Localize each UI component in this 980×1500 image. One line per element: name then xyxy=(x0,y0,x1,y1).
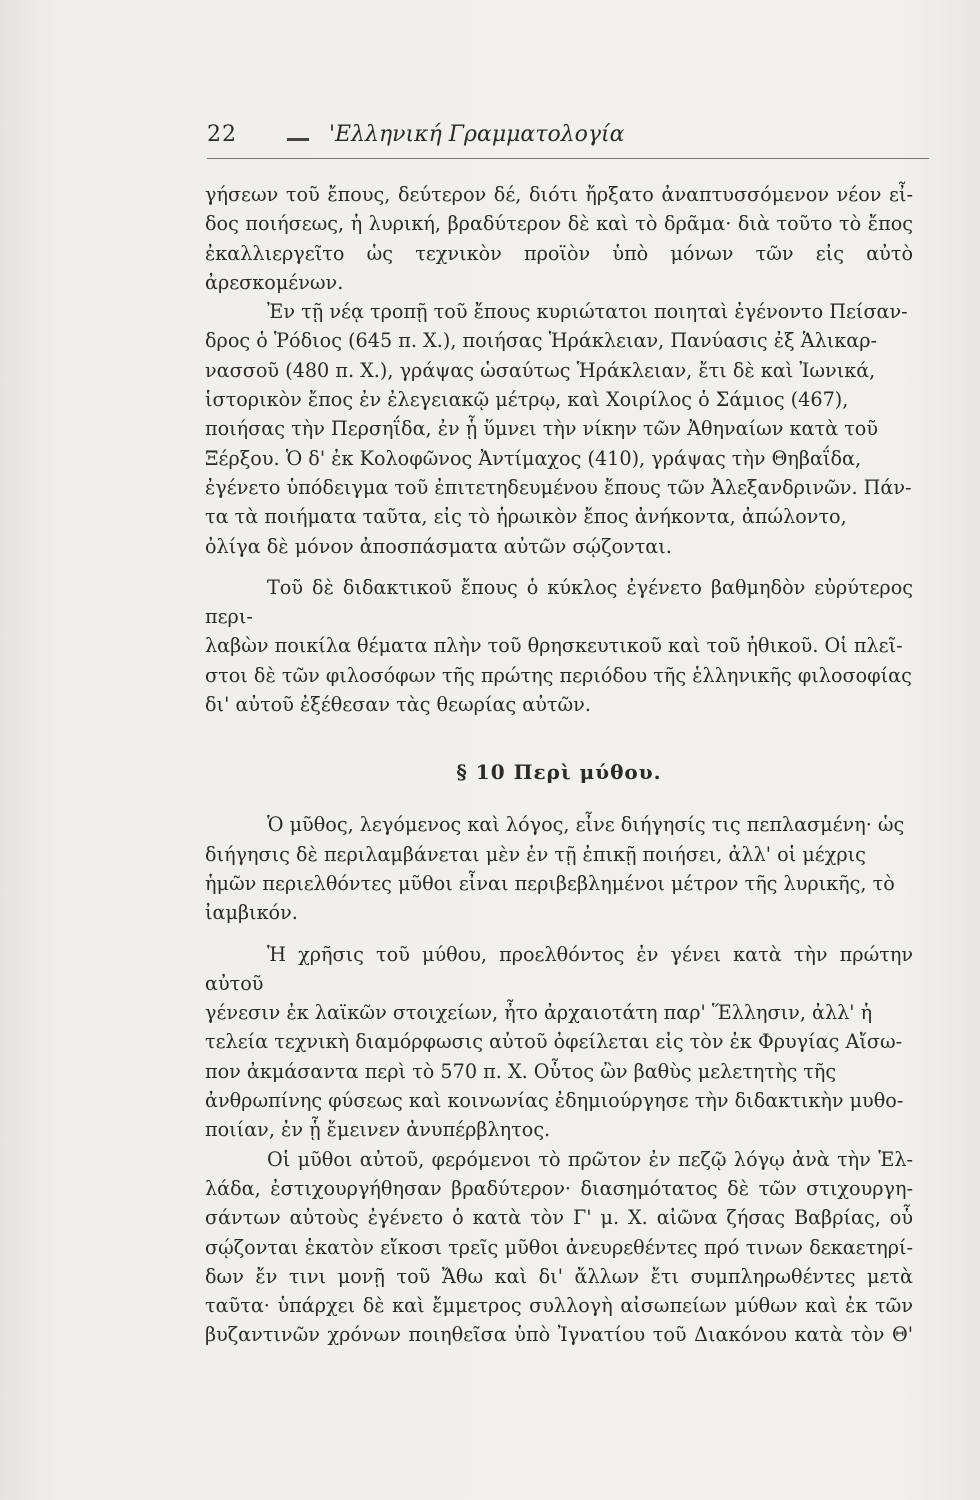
text-line: τελεία τεχνικὴ διαμόρφωσις αὐτοῦ ὀφείλεται εἰς τὸν ἐκ Φρυγίας Αἴσω- xyxy=(205,1030,903,1054)
text-line: Οἱ μῦθοι αὐτοῦ, φερόμενοι τὸ πρῶτον ἐν πεζῷ λόγῳ ἀνὰ τὴν Ἑλ- xyxy=(267,1147,913,1171)
text-line: ἰαμβικόν. xyxy=(205,901,298,925)
page-header xyxy=(207,118,929,159)
text-line: ἐγένετο ὑπόδειγμα τοῦ ἐπιτετηδευμένου ἔπους τῶν Ἀλεξανδρινῶν. Πάν- xyxy=(205,475,912,499)
text-line: ἱστορικὸν ἔπος ἐν ἐλεγειακῷ μέτρῳ, καὶ Χοιρίλος ὁ Σάμιος (467), xyxy=(205,388,849,412)
text-line: πον ἀκμάσαντα περὶ τὸ 570 π. Χ. Οὗτος ὢν βαθὺς μελετητὴς τῆς xyxy=(205,1059,837,1083)
section-paragraph-1 xyxy=(205,810,913,927)
paragraph-2 xyxy=(205,297,913,561)
text-line: δρος ὁ Ῥόδιος (645 π. Χ.), ποιήσας Ἡράκλειαν, Πανύασις ἐξ Ἁλικαρ- xyxy=(205,329,877,353)
text-line: ἀνθρωπίνης φύσεως καὶ κοινωνίας ἐδημιούργησε τὴν διδακτικὴν μυθο- xyxy=(205,1089,904,1113)
text-line: Ὁ μῦθος, λεγόμενος καὶ λόγος, εἶνε διήγησίς τις πεπλασμένη· ὡς xyxy=(267,813,905,837)
text-line: ταῦτα· ὑπάρχει δὲ καὶ ἔμμετρος συλλογὴ αἰσωπείων μύθων καὶ ἐκ τῶν xyxy=(205,1294,913,1318)
paragraph-3 xyxy=(205,573,913,719)
text-line: στοι δὲ τῶν φιλοσόφων τῆς πρώτης περιόδου τῆς ἑλληνικῆς φιλοσοφίας xyxy=(205,663,912,687)
text-line: ποιήσας τὴν Περσηΐδα, ἐν ᾗ ὕμνει τὴν νίκην τῶν Ἀθηναίων κατὰ τοῦ xyxy=(205,417,878,441)
section-paragraph-3 xyxy=(205,1145,913,1350)
text-line: σάντων αὐτοὺς ἐγένετο ὁ κατὰ τὸν Γ' μ. Χ. αἰῶνα ζήσας Βαβρίας, οὗ xyxy=(205,1206,913,1230)
text-line: Ἡ χρῆσις τοῦ μύθου, προελθόντος ἐν γένει κατὰ τὴν πρώτην αὐτοῦ xyxy=(205,942,913,995)
header-dash xyxy=(287,138,309,141)
text-line: διήγησις δὲ περιλαμβάνεται μὲν ἐν τῇ ἐπικῇ ποιήσει, ἀλλ' οἱ μέχρις xyxy=(205,842,866,866)
text-line: δων ἔν τινι μονῇ τοῦ Ἄθω καὶ δι' ἄλλων ἔτι συμπληρωθέντες μετὰ xyxy=(205,1264,913,1288)
text-line: γένεσιν ἐκ λαϊκῶν στοιχείων, ἦτο ἀρχαιοτάτη παρ' Ἕλλησιν, ἀλλ' ἡ xyxy=(205,1001,873,1025)
section-heading: § 10 Περὶ μύθου. xyxy=(456,760,662,785)
text-line: νασσοῦ (480 π. Χ.), γράψας ὡσαύτως Ἡράκλειαν, ἔτι δὲ καὶ Ἰωνικά, xyxy=(205,358,876,382)
text-line: γήσεων τοῦ ἔπους, δεύτερον δέ, διότι ἤρξατο ἀναπτυσσόμενον νέον εἶ- xyxy=(205,183,913,206)
text-line: σῴζονται ἑκατὸν εἴκοσι τρεῖς μῦθοι ἀνευρεθέντες πρό τινων δεκαετηρί- xyxy=(205,1235,913,1259)
text-line: Τοῦ δὲ διδακτικοῦ ἔπους ὁ κύκλος ἐγένετο βαθμηδὸν εὐρύτερος περι- xyxy=(205,575,913,629)
running-title: 'Ελληνική Γραμματολογία xyxy=(329,122,625,147)
text-line: τα τὰ ποιήματα ταῦτα, εἰς τὸ ἡρωικὸν ἔπος ἀνήκοντα, ἀπώλοντο, xyxy=(205,505,847,529)
text-line: Ἐν τῇ νέᾳ τροπῇ τοῦ ἔπους κυριώτατοι ποιηταὶ ἐγένοντο Πείσαν- xyxy=(267,300,908,324)
text-line: λαβὼν ποικίλα θέματα πλὴν τοῦ θρησκευτικοῦ καὶ τοῦ ἠθικοῦ. Οἱ πλεῖ- xyxy=(205,634,903,658)
text-line: δι' αὐτοῦ ἐξέθεσαν τὰς θεωρίας αὐτῶν. xyxy=(205,693,591,717)
text-line: δος ποιήσεως, ἡ λυρική, βραδύτερον δὲ καὶ τὸ δρᾶμα· διὰ τοῦτο τὸ ἔπος xyxy=(205,212,913,236)
paragraph-1 xyxy=(205,180,913,297)
text-line: ὀλίγα δὲ μόνον ἀποσπάσματα αὐτῶν σῴζονται. xyxy=(205,534,672,558)
page-number: 22 xyxy=(207,122,237,147)
text-line: ποιίαν, ἐν ᾗ ἔμεινεν ἀνυπέρβλητος. xyxy=(205,1118,551,1142)
page-body xyxy=(205,180,913,1350)
text-line: βυζαντινῶν χρόνων ποιηθεῖσα ὑπὸ Ἰγνατίου τοῦ Διακόνου κατὰ τὸν Θ' xyxy=(205,1323,913,1347)
section-paragraph-2 xyxy=(205,940,913,1145)
text-line: ἐκαλλιεργεῖτο ὡς τεχνικὸν προϊὸν ὑπὸ μόνων τῶν εἰς αὐτὸ ἀρεσκομένων. xyxy=(205,241,913,294)
text-line: λάδα, ἐστιχουργήθησαν βραδύτερον· διασημότατος δὲ τῶν στιχουργη- xyxy=(205,1176,913,1200)
text-line: Ξέρξου. Ὁ δ' ἐκ Κολοφῶνος Ἀντίμαχος (410), γράψας τὴν Θηβαΐδα, xyxy=(205,446,862,470)
text-line: ἡμῶν περιελθόντες μῦθοι εἶναι περιβεβλημένοι μέτρον τῆς λυρικῆς, τὸ xyxy=(205,871,895,895)
